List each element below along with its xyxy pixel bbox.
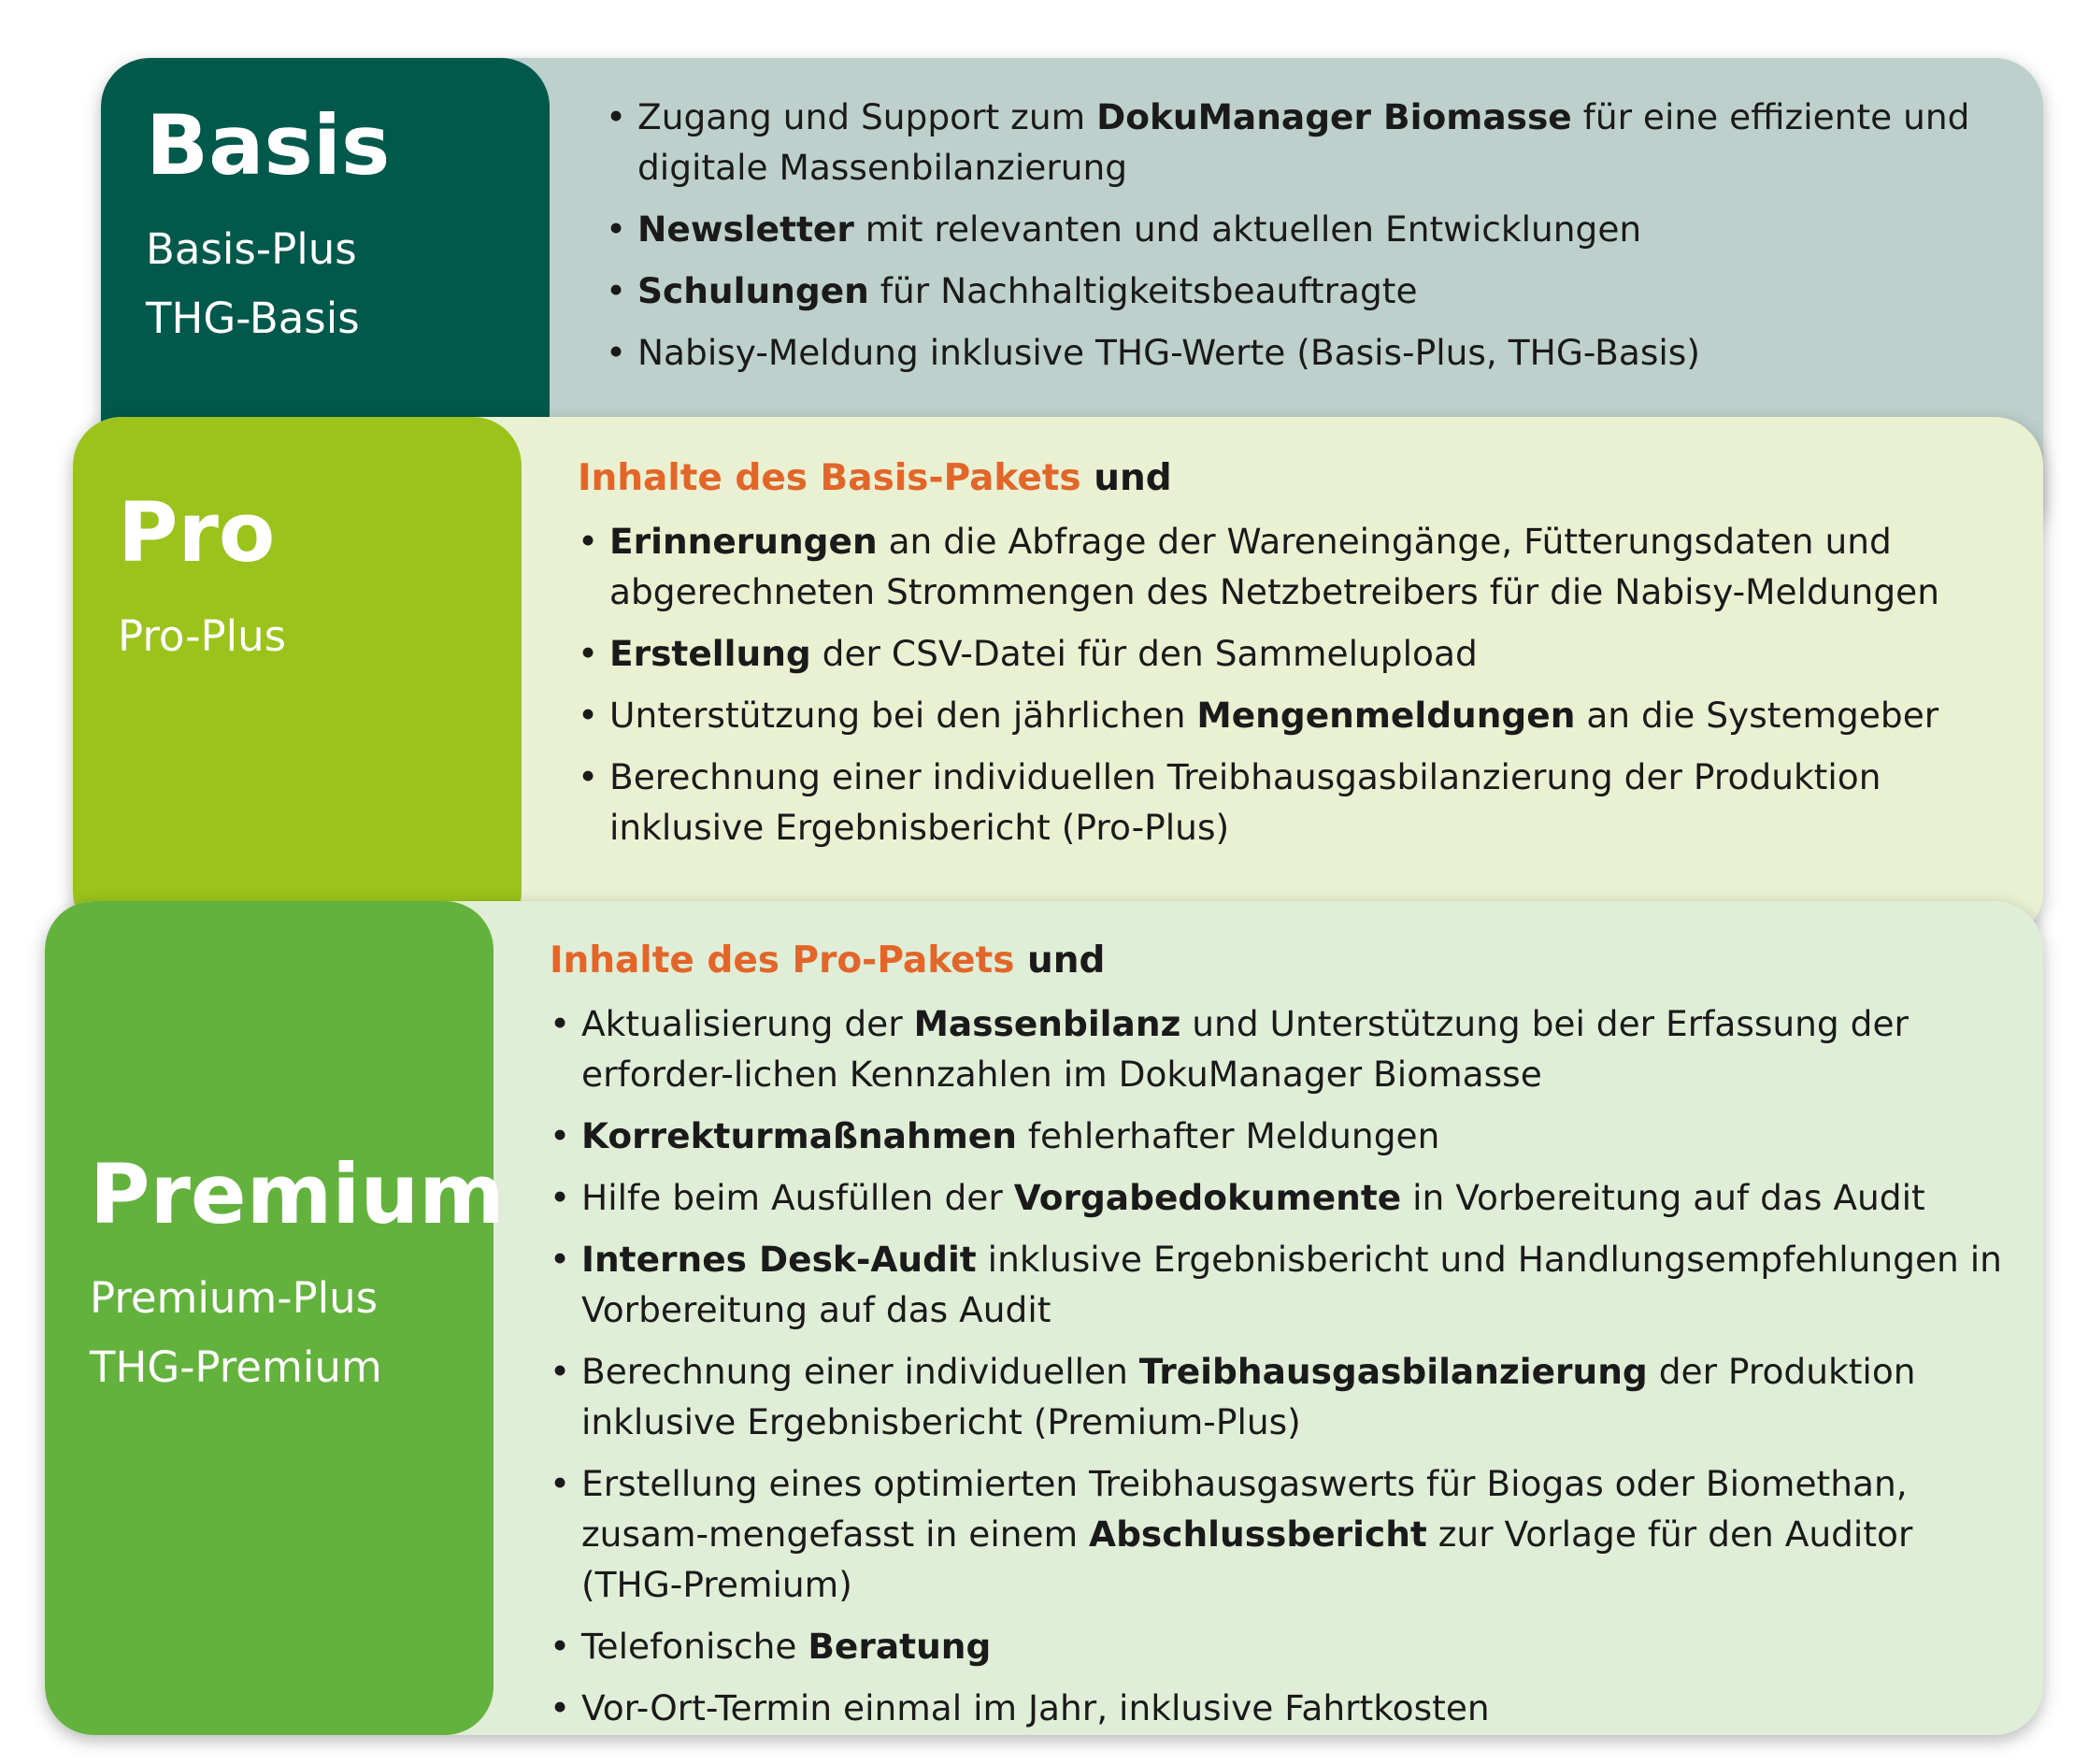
feature-text: Unterstützung bei den jährlichen: [609, 695, 1197, 736]
intro-accent: Inhalte des Pro-Pakets: [550, 939, 1015, 982]
package-intro: [578, 452, 2006, 505]
feature-text: an die Abfrage der Wareneingänge, Fütterungsdaten und abgerechneten Strommengen des Netzbetreibers für die Nabisy-Meldungen: [609, 521, 1939, 612]
feature-text: für eine effiziente und digitale Massenbilanzierung: [637, 96, 1970, 188]
feature-list: [606, 92, 2006, 378]
feature-item: [550, 1683, 2006, 1733]
feature-text: in Vorbereitung auf das Audit: [1401, 1177, 1925, 1218]
feature-item: [606, 204, 2006, 254]
package-variant: Basis-Plus: [146, 224, 357, 274]
feature-text: Hilfe beim Ausfüllen der: [581, 1177, 1014, 1218]
intro-accent: Inhalte des Basis-Pakets: [578, 457, 1081, 499]
feature-highlight: DokuManager Biomasse: [1096, 96, 1572, 137]
feature-highlight: Internes Desk-Audit: [581, 1239, 977, 1280]
feature-text: Vor-Ort-Termin einmal im Jahr, inklusive Fahrtkosten: [581, 1687, 1490, 1728]
feature-text: Telefonische: [581, 1626, 808, 1667]
feature-item: [550, 1458, 2006, 1610]
intro-rest: und: [1014, 939, 1106, 982]
package-card-pro: [73, 417, 2043, 940]
feature-highlight: Massenbilanz: [913, 1003, 1181, 1044]
package-header-pro: [73, 417, 522, 940]
package-title: Basis: [146, 97, 391, 194]
feature-highlight: Vorgabedokumente: [1013, 1177, 1402, 1218]
feature-item: [550, 1111, 2006, 1161]
feature-highlight: Treibhausgasbilanzierung: [1138, 1351, 1648, 1392]
feature-item: [606, 92, 2006, 193]
feature-item: [606, 327, 2006, 378]
package-variant: Pro-Plus: [118, 611, 287, 661]
feature-text: Berechnung einer individuellen Treibhausgasbilanzierung der Produktion inklusive Ergebnisbericht (Pro-Plus): [609, 756, 1881, 848]
feature-text: inklusive Ergebnisbericht und Handlungsempfehlungen in Vorbereitung auf das Audit: [581, 1239, 2002, 1330]
feature-highlight: Schulungen: [637, 270, 869, 311]
feature-text: Zugang und Support zum: [637, 96, 1097, 137]
feature-highlight: Beratung: [808, 1626, 992, 1667]
feature-text: mit relevanten und aktuellen Entwicklungen: [853, 208, 1642, 250]
feature-list: [550, 998, 2006, 1733]
feature-highlight: Erstellung: [609, 633, 811, 674]
feature-text: Erstellung eines optimierten Treibhausgaswerts für Biogas oder Biomethan, zusam-mengefasst in einem: [581, 1463, 1908, 1555]
feature-list: [578, 516, 2006, 853]
feature-highlight: Korrekturmaßnahmen: [581, 1115, 1017, 1156]
package-content-premium: [493, 901, 2043, 1735]
package-card-premium: [45, 901, 2043, 1735]
package-title: Premium: [90, 1146, 505, 1242]
feature-text: Berechnung einer individuellen: [581, 1351, 1139, 1392]
feature-item: [550, 1234, 2006, 1335]
package-intro: [550, 935, 2006, 987]
package-title: Pro: [118, 484, 276, 581]
feature-text: für Nachhaltigkeitsbeauftragte: [868, 270, 1418, 311]
intro-rest: und: [1080, 457, 1172, 499]
feature-item: [550, 1172, 2006, 1223]
feature-text: und Unterstützung bei der Erfassung der erforder-lichen Kennzahlen im DokuManager Biomasse: [581, 1003, 1909, 1095]
feature-item: [578, 690, 2006, 740]
feature-item: [550, 998, 2006, 1099]
package-variant: Premium-Plus: [90, 1273, 379, 1323]
feature-highlight: Newsletter: [637, 208, 854, 250]
feature-item: [550, 1346, 2006, 1447]
feature-item: [578, 516, 2006, 617]
feature-item: [550, 1621, 2006, 1671]
feature-item: [578, 628, 2006, 679]
feature-text: an die Systemgeber: [1575, 695, 1939, 736]
feature-text: Nabisy-Meldung inklusive THG-Werte (Basis-Plus, THG-Basis): [637, 332, 1700, 373]
feature-item: [578, 752, 2006, 853]
package-variant: THG-Premium: [90, 1342, 382, 1392]
feature-text: fehlerhafter Meldungen: [1016, 1115, 1440, 1156]
feature-highlight: Erinnerungen: [609, 521, 878, 562]
feature-text: Aktualisierung der: [581, 1003, 914, 1044]
feature-item: [606, 265, 2006, 316]
package-header-premium: [45, 901, 505, 1735]
package-content-pro: [522, 417, 2043, 940]
feature-text: zur Vorlage für den Auditor (THG-Premium): [581, 1513, 1913, 1605]
package-variant: THG-Basis: [146, 294, 360, 343]
feature-highlight: Abschlussbericht: [1089, 1513, 1427, 1555]
feature-text: der Produktion inklusive Ergebnisbericht (Premium-Plus): [581, 1351, 1916, 1442]
feature-text: der CSV-Datei für den Sammelupload: [810, 633, 1478, 674]
feature-highlight: Mengenmeldungen: [1196, 695, 1576, 736]
